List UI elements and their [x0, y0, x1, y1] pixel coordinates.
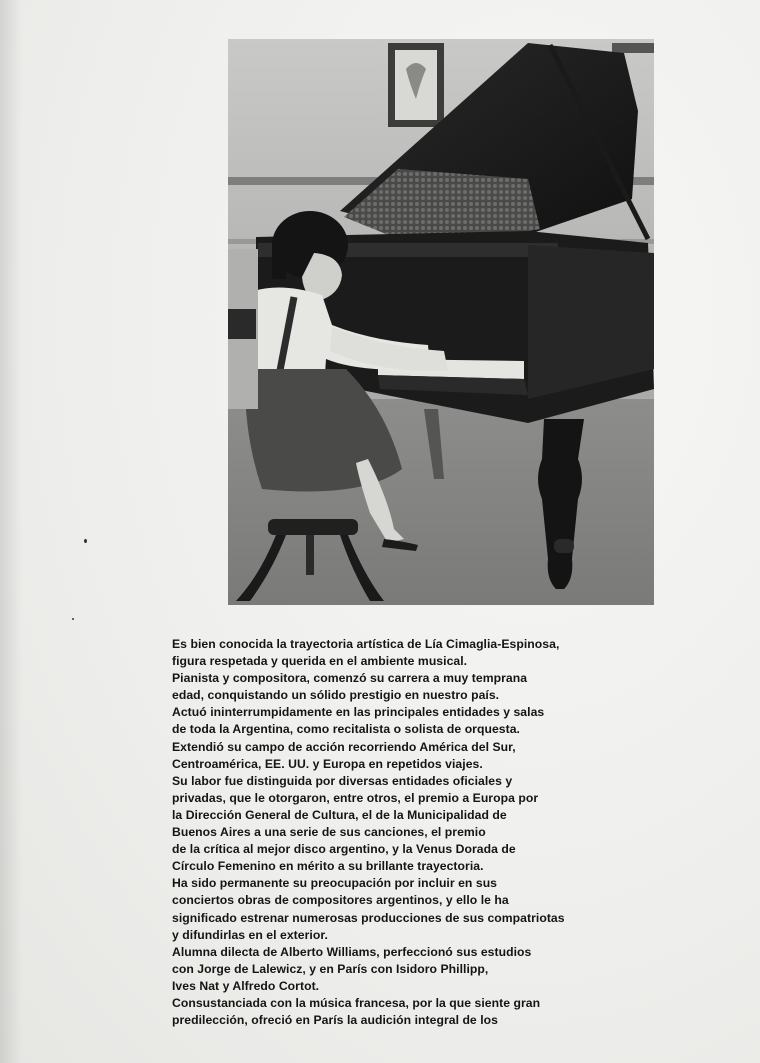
text-line: Extendió su campo de acción recorriendo América del Sur,: [172, 739, 516, 754]
text-line: con Jorge de Lalewicz, y en París con Isidoro Phillipp,: [172, 961, 489, 976]
text-line: Actuó ininterrumpidamente en las principales entidades y salas: [172, 705, 545, 720]
text-line: figura respetada y querida en el ambiente musical.: [172, 654, 468, 669]
photo-illustration: [228, 39, 654, 605]
text-line: y difundirlas en el exterior.: [172, 927, 328, 942]
text-line: predilección, ofreció en París la audición integral de los: [172, 1013, 498, 1028]
text-line: significado estrenar numerosas producciones de sus compatriotas: [172, 910, 565, 925]
text-line: Buenos Aires a una serie de sus canciones, el premio: [172, 825, 486, 840]
text-line: Centroamérica, EE. UU. y Europa en repetidos viajes.: [172, 756, 483, 771]
text-line: conciertos obras de compositores argentinos, y ello le ha: [172, 893, 509, 908]
biography-text: [172, 636, 592, 1029]
text-line: Alumna dilecta de Alberto Williams, perfeccionó sus estudios: [172, 944, 532, 959]
photograph-girl-at-piano: [228, 39, 654, 605]
print-speck: [72, 618, 74, 620]
text-line: Ives Nat y Alfredo Cortot.: [172, 978, 320, 993]
page-edge-shadow: [0, 0, 22, 1063]
text-line: de la crítica al mejor disco argentino, y la Venus Dorada de: [172, 842, 516, 857]
text-line: edad, conquistando un sólido prestigio en nuestro país.: [172, 688, 500, 703]
text-line: Su labor fue distinguida por diversas entidades oficiales y: [172, 773, 513, 788]
print-speck: [84, 539, 87, 543]
text-line: Ha sido permanente su preocupación por incluir en sus: [172, 876, 498, 891]
text-line: Pianista y compositora, comenzó su carrera a muy temprana: [172, 671, 528, 686]
text-line: Consustanciada con la música francesa, por la que siente gran: [172, 995, 541, 1010]
text-line: de toda la Argentina, como recitalista o solista de orquesta.: [172, 722, 520, 737]
text-line: la Dirección General de Cultura, el de la Municipalidad de: [172, 807, 507, 822]
text-line: privadas, que le otorgaron, entre otros, el premio a Europa por: [172, 790, 539, 805]
text-line: Es bien conocida la trayectoria artística de Lía Cimaglia-Espinosa,: [172, 637, 560, 651]
text-line: Círculo Femenino en mérito a su brillante trayectoria.: [172, 859, 484, 874]
